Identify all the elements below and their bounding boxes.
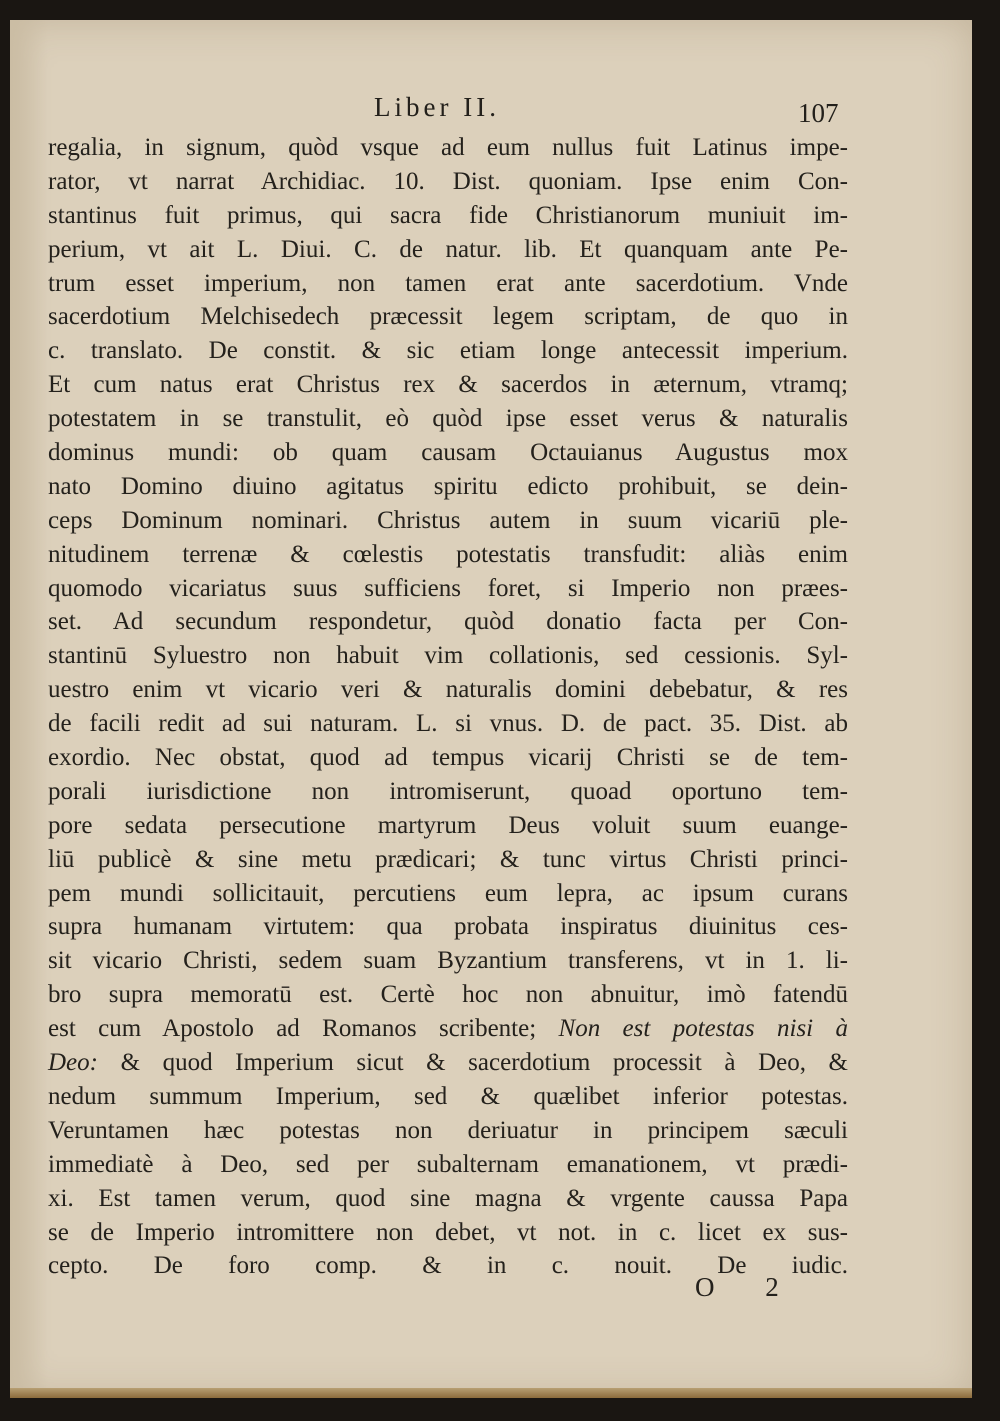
line-text: pem mundi sollicitauit, percutiens eum lepra, ac ipsum curans — [48, 879, 848, 907]
text-line — [48, 572, 848, 606]
running-head: Liber II. — [374, 92, 500, 122]
line-text: immediatè à Deo, sed per subalternam emanationem, vt prædi- — [48, 1150, 848, 1178]
italic-quotation: Deo: — [48, 1049, 98, 1077]
line-text: sit vicario Christi, sedem suam Byzantium transferens, vt in 1. li- — [48, 947, 848, 975]
line-text: Veruntamen hæc potestas non deriuatur in principem sæculi — [48, 1116, 848, 1144]
line-text: trum esset imperium, non tamen erat ante sacerdotium. Vnde — [48, 269, 848, 297]
line-text: uestro enim vt vicario veri & naturalis domini debebatur, & res — [48, 676, 848, 704]
text-line — [48, 233, 848, 267]
text-line — [48, 639, 848, 673]
text-line — [48, 131, 848, 165]
text-line — [48, 1216, 848, 1250]
text-line — [48, 673, 848, 707]
line-text: nedum summum Imperium, sed & quælibet inferior potestas. — [48, 1082, 848, 1110]
text-line — [48, 944, 848, 978]
line-text: perium, vt ait L. Diui. C. de natur. lib. Et quanquam ante Pe- — [48, 235, 848, 263]
page-gutter-shadow — [10, 20, 48, 1398]
line-text: se de Imperio intromittere non debet, vt not. in c. licet ex sus- — [48, 1218, 848, 1246]
page-header — [10, 88, 972, 128]
text-line — [48, 402, 848, 436]
body-text — [48, 131, 848, 1283]
text-line — [48, 199, 848, 233]
text-line — [48, 605, 848, 639]
line-text: nato Domino diuino agitatus spiritu edicto prohibuit, se dein- — [48, 472, 848, 500]
line-text: est cum Apostolo ad Romanos scribente; — [48, 1015, 559, 1043]
text-line — [48, 300, 848, 334]
text-line — [48, 1080, 848, 1114]
line-text: sacerdotium Melchisedech præcessit legem scriptam, de quo in — [48, 303, 848, 331]
line-text: supra humanam virtutem: qua probata inspiratus diuinitus ces- — [48, 913, 848, 941]
text-line — [48, 843, 848, 877]
line-text: xi. Est tamen verum, quod sine magna & vrgente caussa Papa — [48, 1184, 848, 1212]
line-text: nitudinem terrenæ & cœlestis potestatis transfudit: aliàs enim — [48, 540, 848, 568]
line-text: dominus mundi: ob quam causam Octauianus Augustus mox — [48, 439, 848, 467]
line-text: bro supra memoratū est. Certè hoc non abnuitur, imò fatendū — [48, 981, 848, 1009]
line-text: quomodo vicariatus suus sufficiens foret, si Imperio non præes- — [48, 574, 848, 602]
line-text: ceps Dominum nominari. Christus autem in suum vicariū ple- — [48, 506, 848, 534]
text-line — [48, 1182, 848, 1216]
text-line — [48, 368, 848, 402]
line-text: & quod Imperium sicut & sacerdotium processit à Deo, & — [97, 1049, 848, 1077]
line-text: stantinus fuit primus, qui sacra fide Christianorum muniuit im- — [48, 201, 848, 229]
line-text: cepto. De foro comp. & in c. nouit. De iudic. — [48, 1252, 848, 1280]
line-text: potestatem in se transtulit, eò quòd ipse esset verus & naturalis — [48, 405, 848, 433]
text-line — [48, 910, 848, 944]
line-text: set. Ad secundum respondetur, quòd donatio facta per Con- — [48, 608, 848, 636]
line-text: exordio. Nec obstat, quod ad tempus vicarij Christi se de tem- — [48, 744, 848, 772]
line-text: Et cum natus erat Christus rex & sacerdos in æternum, vtramq; — [48, 371, 848, 399]
italic-quotation: Non est potestas nisi à — [558, 1015, 848, 1043]
text-line — [48, 707, 848, 741]
text-line — [48, 436, 848, 470]
page-bottom-edge — [10, 1388, 972, 1398]
line-text: c. translato. De constit. & sic etiam longe antecessit imperium. — [48, 337, 848, 365]
line-text: porali iurisdictione non intromiserunt, quoad oportuno tem- — [48, 777, 848, 805]
text-line — [48, 877, 848, 911]
text-line — [48, 267, 848, 301]
signature-mark: O 2 — [695, 1272, 801, 1302]
text-line — [48, 470, 848, 504]
text-line — [48, 741, 848, 775]
line-text: rator, vt narrat Archidiac. 10. Dist. quoniam. Ipse enim Con- — [48, 167, 848, 195]
line-text: stantinū Syluestro non habuit vim collationis, sed cessionis. Syl- — [48, 642, 848, 670]
line-text: regalia, in signum, quòd vsque ad eum nullus fuit Latinus impe- — [48, 134, 848, 161]
text-line — [48, 504, 848, 538]
text-line — [48, 165, 848, 199]
text-line — [48, 1012, 848, 1046]
text-line — [48, 538, 848, 572]
line-text: liū publicè & sine metu prædicari; & tunc virtus Christi princi- — [48, 845, 848, 873]
line-text: pore sedata persecutione martyrum Deus voluit suum euange- — [48, 811, 848, 839]
text-line — [48, 334, 848, 368]
text-line — [48, 978, 848, 1012]
line-text: de facili redit ad sui naturam. L. si vnus. D. de pact. 35. Dist. ab — [48, 710, 848, 738]
text-line — [48, 1046, 848, 1080]
text-line — [48, 1114, 848, 1148]
text-line — [48, 809, 848, 843]
book-page — [10, 20, 972, 1398]
text-line — [48, 775, 848, 809]
text-line — [48, 1148, 848, 1182]
page-number: 107 — [798, 98, 839, 128]
